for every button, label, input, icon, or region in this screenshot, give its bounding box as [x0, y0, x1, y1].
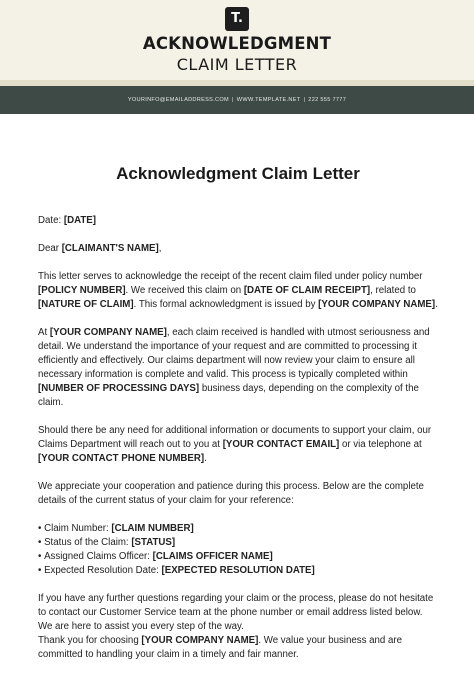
text: Thank you for choosing	[38, 635, 142, 646]
list-item	[38, 550, 438, 564]
letter-title: Acknowledgment Claim Letter	[116, 164, 360, 183]
paragraph-5: If you have any further questions regarding your claim or the process, please do not hesitate to contact our Customer Service team at the phone number or email address listed below. We are here to assist you every step of the way.	[38, 593, 434, 632]
greeting-suffix: ,	[158, 243, 162, 254]
text: . This formal acknowledgment is issued by	[133, 299, 319, 310]
logo-icon: T.	[225, 7, 249, 31]
text: , each claim received is handled with utmost seriousness and detail. We understand the importance of your request and are committed to processing it efficiently and effectively. Our claims department will now review your claim to ensure all necessary information is complete and valid. This process is typically completed within	[38, 327, 430, 380]
text: or via telephone at	[339, 439, 422, 450]
processing-days: [NUMBER OF PROCESSING DAYS]	[38, 383, 200, 394]
letterhead	[0, 0, 474, 86]
text: . We value your business and are committed to handling your claim in a timely and fair manner.	[38, 635, 402, 660]
claimant-name: [CLAIMANT'S NAME]	[61, 243, 159, 254]
text: At	[38, 327, 50, 338]
list-item	[38, 564, 438, 578]
nature-of-claim: [NATURE OF CLAIM]	[38, 299, 134, 310]
claim-receipt-date: [DATE OF CLAIM RECEIPT]	[243, 285, 371, 296]
detail-value: [CLAIMS OFFICER NAME]	[152, 551, 273, 562]
company-name: [YOUR COMPANY NAME]	[318, 299, 436, 310]
list-item	[38, 536, 438, 550]
text: .	[204, 453, 207, 464]
company-name: [YOUR COMPANY NAME]	[141, 635, 259, 646]
text: . We received this claim on	[125, 285, 244, 296]
detail-label: Assigned Claims Officer:	[44, 551, 153, 562]
text: Should there be any need for additional information or documents to support your claim, our Claims Department will reach out to you at	[38, 425, 432, 450]
paragraph-3	[38, 424, 438, 466]
text: business days, depending on the complexity of the claim.	[38, 383, 419, 408]
detail-value: [CLAIM NUMBER]	[111, 523, 194, 534]
detail-value: [EXPECTED RESOLUTION DATE]	[161, 565, 315, 576]
greeting-prefix: Dear	[38, 243, 62, 254]
contact-email-placeholder: [YOUR CONTACT EMAIL]	[222, 439, 340, 450]
text: This letter serves to acknowledge the receipt of the recent claim filed under policy number	[38, 271, 423, 282]
list-item	[38, 522, 438, 536]
paragraph-2	[38, 326, 438, 410]
company-name: [YOUR COMPANY NAME]	[49, 327, 167, 338]
paragraph-1	[38, 270, 438, 312]
detail-label: Status of the Claim:	[44, 537, 132, 548]
contact-phone-placeholder: [YOUR CONTACT PHONE NUMBER]	[38, 453, 205, 464]
greeting	[38, 242, 438, 256]
contact-bar	[0, 86, 474, 114]
letter-body	[38, 160, 438, 676]
text: , related to	[370, 285, 416, 296]
detail-label: Expected Resolution Date:	[44, 565, 162, 576]
paragraph-6	[38, 634, 438, 662]
header-title-line1: ACKNOWLEDGMENT	[142, 34, 332, 53]
text: .	[435, 299, 438, 310]
contact-phone: 222 555 7777	[308, 97, 347, 103]
paragraph-4: We appreciate your cooperation and patience during this process. Below are the complete details of the current status of your claim for your reference:	[38, 481, 424, 506]
detail-label: Claim Number:	[44, 523, 112, 534]
date-label: Date:	[38, 215, 64, 226]
policy-number: [POLICY NUMBER]	[38, 285, 126, 296]
contact-website: WWW.TEMPLATE.NET	[236, 97, 301, 103]
date-line	[38, 214, 438, 228]
claim-details-list	[38, 522, 438, 578]
detail-value: [STATUS]	[131, 537, 176, 548]
date-value: [DATE]	[63, 215, 96, 226]
contact-email: YOURINFO@EMAILADDRESS.COM	[127, 97, 230, 103]
contact-separator: |	[303, 97, 306, 103]
header-title-line2: CLAIM LETTER	[176, 55, 298, 74]
contact-separator: |	[232, 97, 234, 103]
